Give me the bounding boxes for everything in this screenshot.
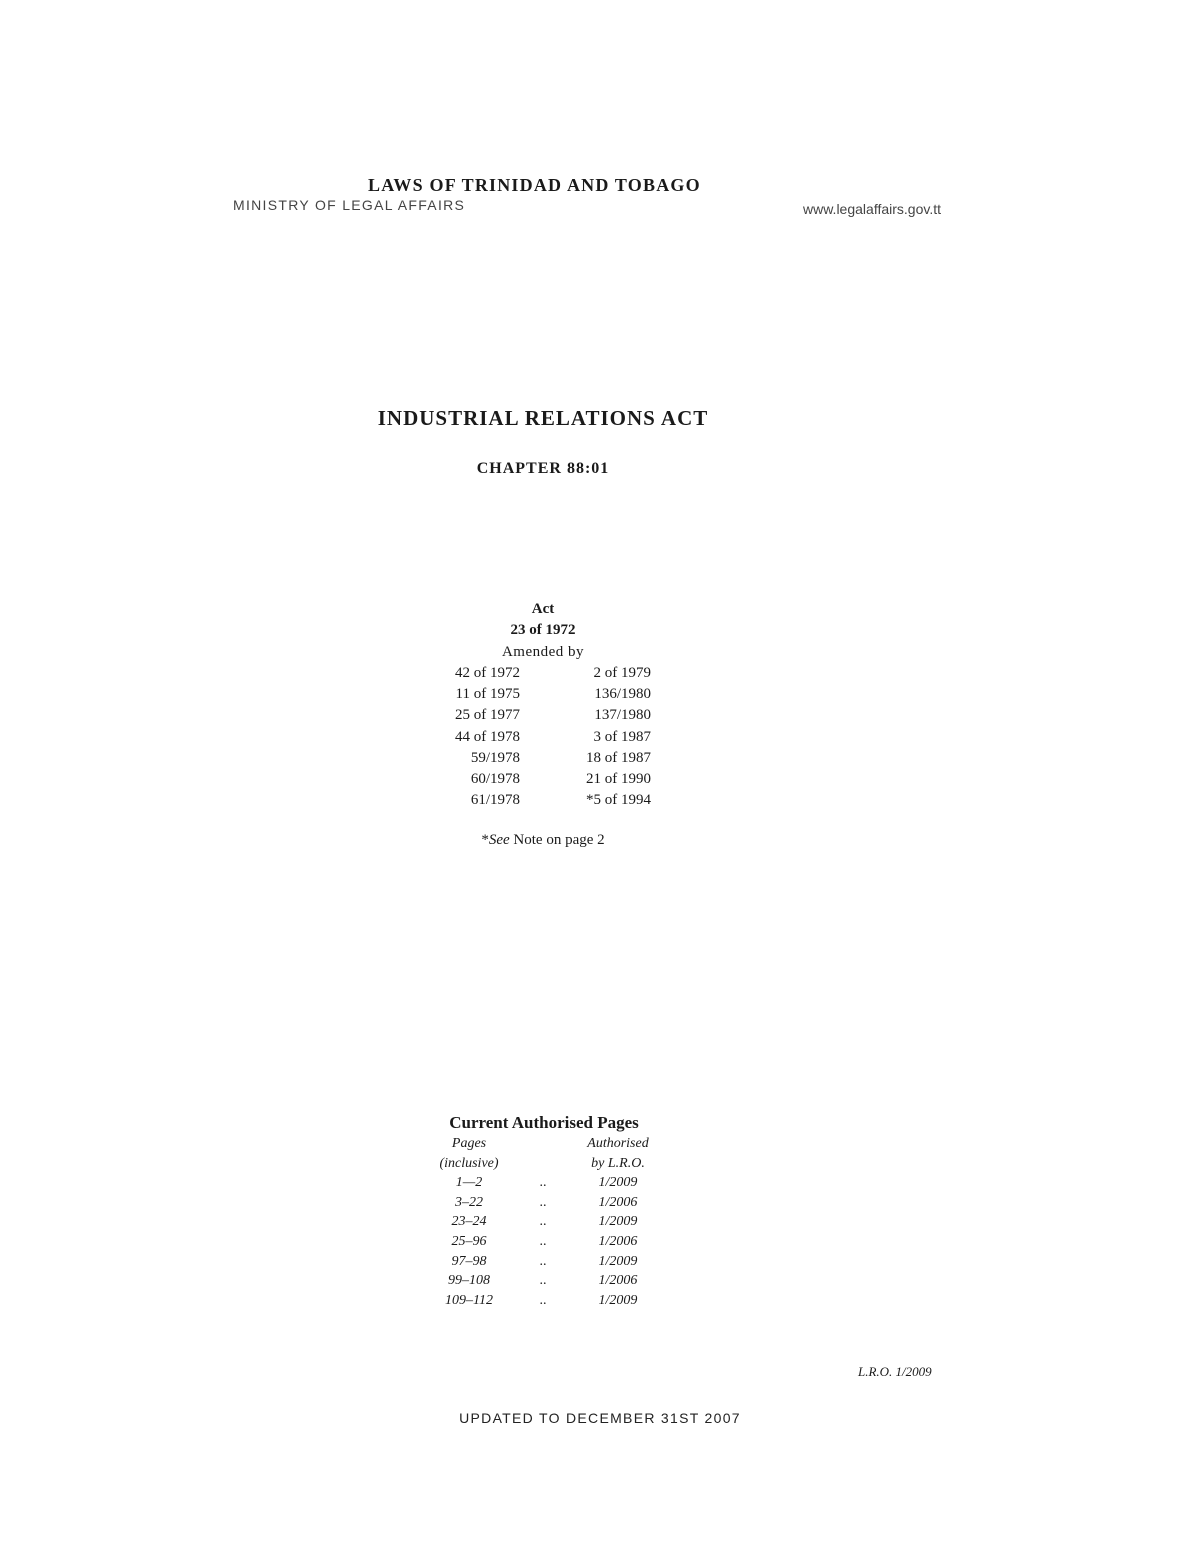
amendment-cell: *5 of 1994 xyxy=(586,792,651,809)
amendment-row xyxy=(420,748,660,769)
header-title: LAWS OF TRINIDAD AND TOBAGO xyxy=(368,175,701,195)
cap-dots: .. xyxy=(539,1273,547,1289)
cap-authorised: 1/2009 xyxy=(598,1214,638,1230)
cap-row xyxy=(430,1193,660,1213)
cap-row xyxy=(430,1252,660,1272)
act-block xyxy=(0,599,1086,663)
cap-col2-header: Authorised xyxy=(587,1136,649,1151)
amended-by-label: Amended by xyxy=(501,644,585,660)
cap-pages: 1—2 xyxy=(455,1175,483,1191)
act-number: 23 of 1972 xyxy=(510,622,576,638)
cap-col1-subheader: (inclusive) xyxy=(439,1155,499,1171)
note-text: Note on page 2 xyxy=(509,832,605,848)
updated-footer: UPDATED TO DECEMBER 31ST 2007 xyxy=(459,1410,741,1426)
cap-row xyxy=(430,1212,660,1232)
amendment-cell: 3 of 1987 xyxy=(593,728,651,745)
cap-authorised: 1/2009 xyxy=(598,1175,638,1191)
amendment-cell: 2 of 1979 xyxy=(593,665,651,681)
cap-dots: .. xyxy=(539,1233,547,1249)
cap-pages: 3–22 xyxy=(455,1194,483,1210)
amendment-cell: 11 of 1975 xyxy=(455,686,520,703)
amendment-cell: 61/1978 xyxy=(470,792,520,809)
cap-pages: 109–112 xyxy=(445,1292,493,1308)
cap-dots: .. xyxy=(539,1214,547,1230)
cap-col1-header: Pages xyxy=(451,1136,487,1151)
amendment-row xyxy=(420,769,660,790)
amendment-cell: 42 of 1972 xyxy=(455,665,520,681)
amendment-cell: 136/1980 xyxy=(594,686,651,703)
cap-subheader-row xyxy=(430,1154,660,1174)
amendment-cell: 25 of 1977 xyxy=(455,707,520,724)
cap-dots: .. xyxy=(539,1175,547,1191)
cap-row xyxy=(430,1291,660,1311)
note-asterisk: * xyxy=(481,832,489,848)
amendment-row xyxy=(420,705,660,726)
document-title: INDUSTRIAL RELATIONS ACT xyxy=(377,406,709,430)
cap-row xyxy=(430,1271,660,1291)
cap-pages: 99–108 xyxy=(448,1273,490,1289)
cap-authorised: 1/2006 xyxy=(598,1233,638,1249)
cap-authorised: 1/2006 xyxy=(598,1194,638,1210)
note-see: See xyxy=(488,832,510,848)
amendment-cell: 21 of 1990 xyxy=(586,770,651,787)
see-note xyxy=(0,832,1086,849)
amendment-cell: 137/1980 xyxy=(594,707,651,724)
cap-dots: .. xyxy=(539,1253,547,1269)
ministry-name: MINISTRY OF LEGAL AFFAIRS xyxy=(233,197,466,213)
amendments-table xyxy=(420,663,660,811)
act-label: Act xyxy=(531,601,555,617)
cap-row xyxy=(430,1173,660,1193)
current-authorised-pages xyxy=(430,1112,660,1310)
amendment-cell: 44 of 1978 xyxy=(455,728,520,745)
cap-col2-subheader: by L.R.O. xyxy=(591,1155,645,1171)
cap-row xyxy=(430,1232,660,1252)
website-url: www.legalaffairs.gov.tt xyxy=(803,201,941,217)
cap-title: Current Authorised Pages xyxy=(449,1113,639,1132)
amendment-row xyxy=(420,663,660,684)
amendment-cell: 18 of 1987 xyxy=(586,749,651,766)
cap-dots: .. xyxy=(539,1292,547,1308)
cap-authorised: 1/2009 xyxy=(598,1292,638,1308)
cap-pages: 23–24 xyxy=(451,1214,487,1230)
amendment-cell: 59/1978 xyxy=(470,749,520,766)
cap-authorised: 1/2006 xyxy=(598,1273,638,1289)
cap-pages: 25–96 xyxy=(451,1233,487,1249)
chapter-number: CHAPTER 88:01 xyxy=(476,460,610,477)
cap-pages: 97–98 xyxy=(451,1253,487,1269)
cap-header-row xyxy=(430,1134,660,1154)
lro-footer: L.R.O. 1/2009 xyxy=(858,1364,932,1379)
amendment-row xyxy=(420,727,660,748)
amendment-cell: 60/1978 xyxy=(470,770,520,787)
amendment-row xyxy=(420,790,660,811)
cap-dots: .. xyxy=(539,1194,547,1210)
amendment-row xyxy=(420,684,660,705)
cap-authorised: 1/2009 xyxy=(598,1253,638,1269)
